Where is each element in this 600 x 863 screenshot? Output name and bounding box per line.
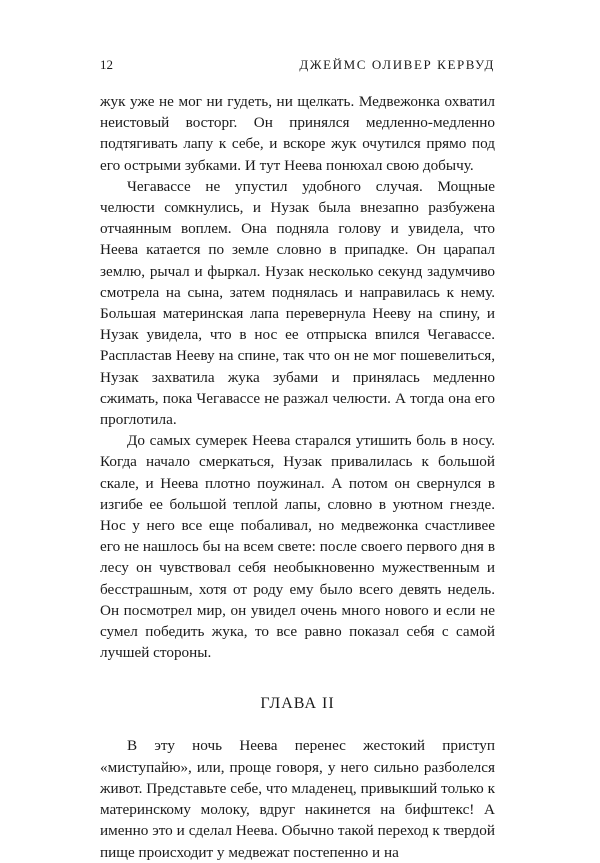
paragraph-continuation: жук уже не мог ни гудеть, ни щелкать. Медвежонка охватил неистовый восторг. Он принялся медленно-медленно подтягивать лапу к себе, и вскоре жук очутился прямо под его острыми зубками. И тут Неева понюхал свою добычу. bbox=[100, 93, 495, 174]
page-number: 12 bbox=[100, 57, 113, 72]
paragraph: Чегавассе не упустил удобного случая. Мощные челюсти сомкнулись, и Нузак была внезапно разбужена отчаянным воплем. Она подняла голову и увидела, что Неева катается по земле словно в припадке. Он царапал землю, рычал и фыркал. Нузак несколько секунд задумчиво смотрела на сына, затем поднялась и направилась к нему. Большая материнская лапа перевернула Нееву на спину, и Нузак увидела, что в нос ее отпрыска впился Чегавассе. Распластав Нееву на спине, так что он не мог пошевелиться, Нузак захватила жука зубами и принялась медленно сжимать, пока Чегавассе не разжал челюсти. А тогда она его проглотила. bbox=[100, 177, 495, 429]
text-block bbox=[100, 91, 495, 863]
paragraph: В эту ночь Неева перенес жестокий приступ «миступайю», или, проще говоря, у него сильно разболелся живот. Представьте себе, что младенец, привыкший только к материнскому молоку, вдруг накинется на бифштекс! А именно это и сделал Неева. Обычно такой переход к твердой пище происходит у медвежат постепенно и на bbox=[100, 737, 495, 861]
chapter-heading: ГЛАВА II bbox=[260, 695, 335, 713]
paragraph: До самых сумерек Неева старался утишить боль в носу. Когда начало смеркаться, Нузак привалилась к большой скале, и Неева плотно поужинал. А потом он свернулся в изгибе ее большой теплой лапы, словно в уютном гнезде. Нос у него все еще побаливал, но медвежонка счастливее его не нашлось бы на всем свете: после своего первого дня в лесу он чувствовал себя необыкновенно мужественным и бесстрашным, хотя от роду ему было всего девять недель. Он посмотрел мир, он увидел очень много нового и если не сумел победить жука, то все равно показал себя с самой лучшей стороны. bbox=[100, 432, 495, 662]
running-title: ДЖЕЙМС ОЛИВЕР КЕРВУД bbox=[299, 57, 495, 72]
running-head bbox=[100, 55, 495, 75]
